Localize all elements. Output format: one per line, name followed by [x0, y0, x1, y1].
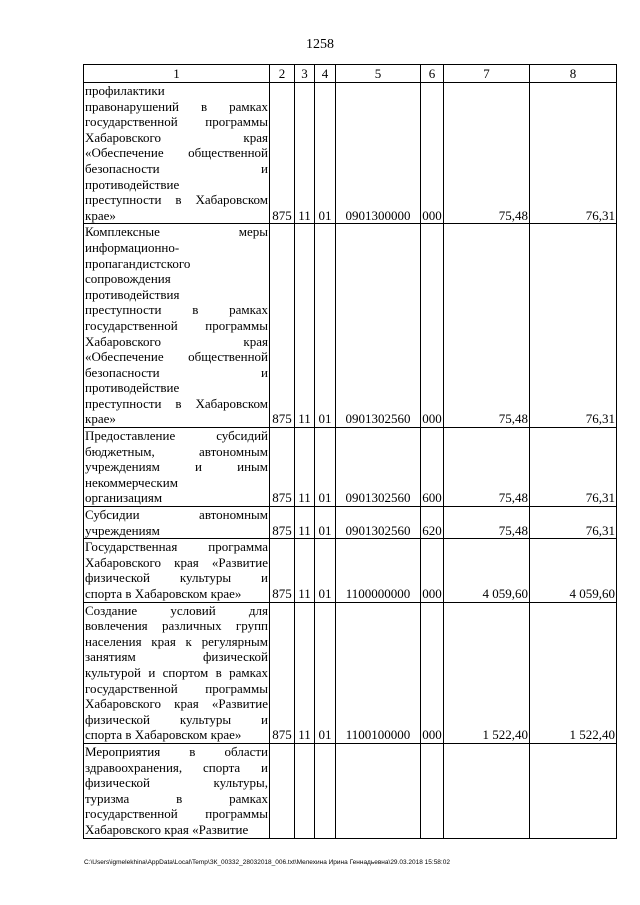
description-line: физической культуры, — [85, 775, 268, 791]
target-article-cell: 0901302560 — [336, 428, 421, 507]
admin-code-cell: 875 — [270, 83, 295, 224]
section-code-cell: 11 — [295, 602, 315, 743]
section-code-cell: 11 — [295, 224, 315, 428]
description-line: преступности в Хабаровском — [85, 192, 268, 208]
description-line: противодействие — [85, 176, 180, 192]
description-line: Создание условий для — [85, 602, 268, 618]
description-last-line: Хабаровского края «Развитие — [85, 821, 249, 837]
row-description — [84, 428, 270, 507]
admin-code-cell: 875 — [270, 602, 295, 743]
amount-year-1-cell: 1 522,40 — [444, 602, 530, 743]
target-article-cell: 0901302560 — [336, 507, 421, 539]
description-line: занятиям физической — [85, 649, 268, 665]
description-line: пропагандистского — [85, 255, 191, 271]
target-article-cell — [336, 743, 421, 838]
description-line: культурой и спортом в рамках — [85, 664, 268, 680]
amount-year-1-cell: 75,48 — [444, 83, 530, 224]
amount-year-1-cell: 75,48 — [444, 428, 530, 507]
subsection-code-cell — [315, 743, 336, 838]
column-header-1: 1 — [84, 65, 270, 83]
description-line: вовлечения различных групп — [85, 618, 268, 634]
expense-type-cell — [421, 743, 444, 838]
row-description — [84, 743, 270, 838]
description-last-line: спорта в Хабаровском крае» — [85, 727, 242, 743]
description-line: здравоохранения, спорта и — [85, 759, 268, 775]
row-description — [84, 539, 270, 602]
section-code-cell: 11 — [295, 539, 315, 602]
amount-year-2-cell — [530, 743, 617, 838]
amount-year-2-cell: 76,31 — [530, 507, 617, 539]
description-line: противодействие — [85, 380, 180, 396]
description-line: противодействия — [85, 286, 180, 302]
description-line: Государственная программа — [85, 539, 268, 555]
target-article-cell: 0901300000 — [336, 83, 421, 224]
description-line: государственной программы — [85, 680, 268, 696]
amount-year-2-cell: 1 522,40 — [530, 602, 617, 743]
description-line: «Обеспечение общественной — [85, 349, 268, 365]
description-line: туризма в рамках — [85, 790, 268, 806]
description-line: Хабаровского края «Развитие — [85, 696, 268, 712]
table-row — [84, 602, 617, 743]
expense-type-cell: 000 — [421, 539, 444, 602]
row-description — [84, 507, 270, 539]
description-line: безопасности и — [85, 364, 268, 380]
description-line: преступности в Хабаровском — [85, 395, 268, 411]
description-line: государственной программы — [85, 806, 268, 822]
row-description — [84, 224, 270, 428]
column-header-3: 3 — [295, 65, 315, 83]
amount-year-2-cell: 76,31 — [530, 428, 617, 507]
column-header-5: 5 — [336, 65, 421, 83]
expense-type-cell: 600 — [421, 428, 444, 507]
description-line: Предоставление субсидий — [85, 428, 268, 444]
budget-table — [83, 64, 617, 839]
description-last-line: учреждениям — [85, 522, 160, 538]
description-line: Хабаровского края «Развитие — [85, 554, 268, 570]
table-row — [84, 539, 617, 602]
amount-year-1-cell: 4 059,60 — [444, 539, 530, 602]
section-code-cell: 11 — [295, 83, 315, 224]
description-line: Мероприятия в области — [85, 743, 268, 759]
table-row — [84, 428, 617, 507]
expense-type-cell: 000 — [421, 224, 444, 428]
row-description — [84, 83, 270, 224]
description-line: государственной программы — [85, 114, 268, 130]
amount-year-1-cell: 75,48 — [444, 224, 530, 428]
table-row — [84, 224, 617, 428]
admin-code-cell: 875 — [270, 428, 295, 507]
amount-year-2-cell: 4 059,60 — [530, 539, 617, 602]
subsection-code-cell: 01 — [315, 83, 336, 224]
description-last-line: организациям — [85, 490, 163, 506]
admin-code-cell: 875 — [270, 224, 295, 428]
description-line: физической культуры и — [85, 570, 268, 586]
description-line: сопровождения — [85, 271, 171, 287]
description-line: правонарушений в рамках — [85, 98, 268, 114]
amount-year-2-cell: 76,31 — [530, 83, 617, 224]
section-code-cell: 11 — [295, 507, 315, 539]
subsection-code-cell: 01 — [315, 428, 336, 507]
file-path-footer: C:\Users\igmelekhina\AppData\Local\Temp\ЗК_00332_28032018_006.txt\Мелехина Ирина Геннадьевна\29.03.2018 15:58:02 — [84, 859, 450, 866]
description-line: бюджетным, автономным — [85, 443, 268, 459]
description-last-line: крае» — [85, 207, 116, 223]
subsection-code-cell: 01 — [315, 224, 336, 428]
description-line: «Обеспечение общественной — [85, 145, 268, 161]
expense-type-cell: 620 — [421, 507, 444, 539]
description-line: учреждениям и иным — [85, 459, 268, 475]
description-line: государственной программы — [85, 317, 268, 333]
description-line: преступности в рамках — [85, 302, 268, 318]
expense-type-cell: 000 — [421, 83, 444, 224]
subsection-code-cell: 01 — [315, 507, 336, 539]
description-last-line: спорта в Хабаровском крае» — [85, 586, 242, 601]
column-header-6: 6 — [421, 65, 444, 83]
table-row — [84, 83, 617, 224]
description-line: некоммерческим — [85, 474, 178, 490]
description-line: профилактики — [85, 83, 165, 98]
admin-code-cell: 875 — [270, 539, 295, 602]
column-header-2: 2 — [270, 65, 295, 83]
description-line: Комплексные меры — [85, 224, 268, 240]
table-row — [84, 743, 617, 838]
page-number: 1258 — [306, 37, 334, 52]
admin-code-cell — [270, 743, 295, 838]
section-code-cell: 11 — [295, 428, 315, 507]
subsection-code-cell: 01 — [315, 602, 336, 743]
description-line: Хабаровского края — [85, 333, 268, 349]
amount-year-1-cell: 75,48 — [444, 507, 530, 539]
target-article-cell: 0901302560 — [336, 224, 421, 428]
column-number-header — [84, 65, 617, 83]
amount-year-1-cell — [444, 743, 530, 838]
description-line: физической культуры и — [85, 711, 268, 727]
amount-year-2-cell: 76,31 — [530, 224, 617, 428]
subsection-code-cell: 01 — [315, 539, 336, 602]
description-line: информационно- — [85, 239, 180, 255]
expense-type-cell: 000 — [421, 602, 444, 743]
table-row — [84, 507, 617, 539]
description-line: безопасности и — [85, 160, 268, 176]
admin-code-cell: 875 — [270, 507, 295, 539]
column-header-4: 4 — [315, 65, 336, 83]
column-header-7: 7 — [444, 65, 530, 83]
description-line: Хабаровского края — [85, 129, 268, 145]
description-last-line: крае» — [85, 411, 116, 427]
section-code-cell — [295, 743, 315, 838]
row-description — [84, 602, 270, 743]
description-line: населения края к регулярным — [85, 633, 268, 649]
column-header-8: 8 — [530, 65, 617, 83]
target-article-cell: 1100000000 — [336, 539, 421, 602]
target-article-cell: 1100100000 — [336, 602, 421, 743]
description-line: Субсидии автономным — [85, 507, 268, 523]
